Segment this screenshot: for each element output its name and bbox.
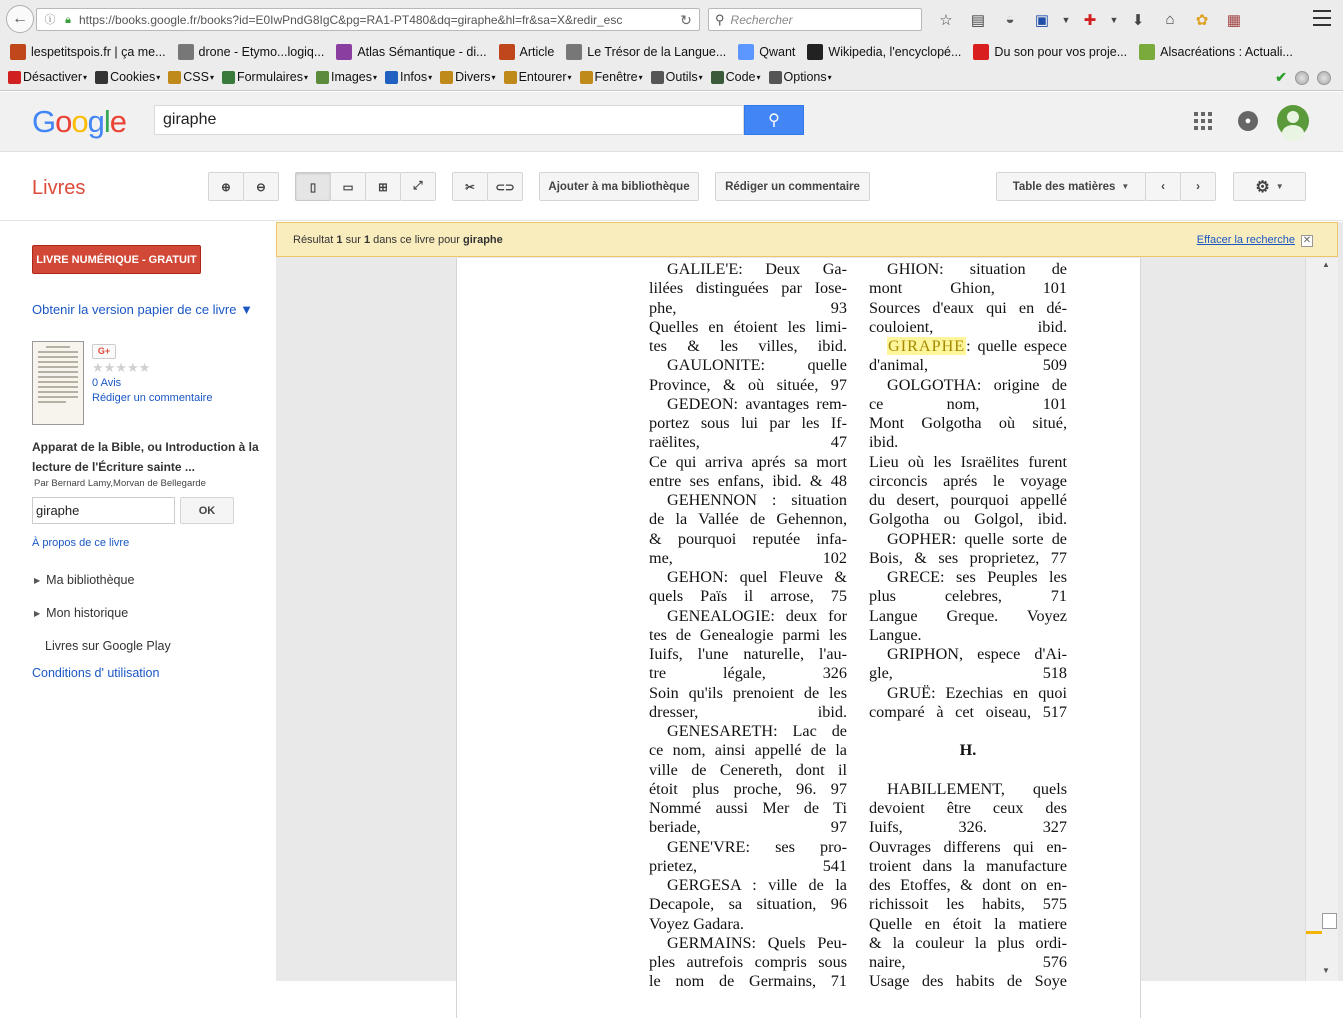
browser-chrome <box>0 0 1343 91</box>
page-text-line: ibid. <box>869 433 899 452</box>
lpp-icon <box>10 44 26 60</box>
bookmark-label: Le Trésor de la Langue... <box>587 45 727 59</box>
addon-menu-label: Outils <box>665 70 698 84</box>
add-to-library-button[interactable]: Ajouter à ma bibliothèque <box>539 172 699 201</box>
bookmark-label: Alsacréations : Actuali... <box>1160 45 1293 59</box>
addon-red-cross-icon[interactable]: ✚ <box>1083 11 1097 29</box>
bookmark-item[interactable] <box>566 44 726 60</box>
addon-menu-item[interactable] <box>711 70 761 84</box>
page-text-line: quels Païs il arrose, 75 <box>649 587 847 606</box>
gear-icon: ⚙ <box>1255 178 1270 196</box>
bookmark-label: drone - Etymo...logiq... <box>198 45 325 59</box>
result-prefix: Résultat <box>293 234 334 246</box>
bookmark-item[interactable] <box>336 44 486 60</box>
books-title[interactable]: Livres <box>32 177 86 199</box>
addon-menu-item[interactable] <box>385 70 432 84</box>
bookmark-item[interactable] <box>10 44 166 60</box>
bookmark-label: lespetitspois.fr | ça me... <box>31 45 166 59</box>
menu-icon[interactable] <box>1313 10 1331 26</box>
bookmarks-list-icon[interactable]: ▤ <box>970 11 986 29</box>
bookmark-item[interactable] <box>738 44 795 60</box>
addon-status <box>1275 69 1331 86</box>
page-text-line: couloient, ibid. <box>869 317 1067 336</box>
page-text-line: Province, & où située, 97 <box>649 375 847 394</box>
clip-button[interactable] <box>452 172 488 201</box>
toc-label: Table des matières <box>1012 180 1116 193</box>
page-text-line: Soin qu'ils prenoient de les <box>649 683 847 702</box>
bookmark-item[interactable] <box>807 44 961 60</box>
google-search-input[interactable]: giraphe <box>154 105 744 135</box>
google-search-button[interactable] <box>744 105 804 135</box>
google-header <box>0 92 1343 152</box>
google-logo[interactable]: Google <box>32 104 127 139</box>
addon-menu-list <box>0 70 832 84</box>
addon-menu-item[interactable] <box>95 70 160 84</box>
screenshot-icon[interactable]: ▦ <box>1226 11 1242 29</box>
status-dot-icon[interactable] <box>1295 71 1309 85</box>
colorful-addon-icon[interactable]: ✿ <box>1195 11 1209 29</box>
chevron-right-icon: › <box>1196 180 1200 193</box>
page-text-line: plus celebres, 71 <box>869 587 1067 606</box>
scroll-up-icon[interactable]: ▲ <box>1322 260 1330 269</box>
browser-search-input[interactable] <box>708 8 922 31</box>
addon-menu-label: Entourer <box>518 70 567 84</box>
page-text-line: d'animal, 509 <box>869 356 1067 375</box>
link-icon: ⊂⊃ <box>495 181 515 194</box>
addon-menu-label: Infos <box>400 70 428 84</box>
url-text[interactable]: https://books.google.fr/books?id=E0IwPndG8IgC&pg=RA1-PT480&dq=giraphe&hl=fr&sa=X&redir_esc <box>79 12 623 27</box>
download-icon[interactable]: ⬇ <box>1131 11 1145 29</box>
page-text-line: tre légale, 326 <box>649 664 847 683</box>
page-text-line <box>869 761 1067 780</box>
sidebar <box>0 222 276 981</box>
bookmark-item[interactable] <box>1139 44 1293 60</box>
addon-menu-item[interactable] <box>769 70 832 84</box>
chevron-down-icon: ▾ <box>303 72 308 82</box>
reload-icon[interactable]: ↻ <box>677 11 695 29</box>
page-text-line: gle, 518 <box>869 664 1067 683</box>
books-toolbar <box>0 153 1343 221</box>
wikipedia-icon <box>807 44 823 60</box>
addon-menu-label: Images <box>330 70 372 84</box>
dropdown-arrow-icon[interactable]: ▼ <box>1109 14 1119 25</box>
page-text-line: GOPHER: quelle sorte de <box>887 529 1067 548</box>
page-text-line: GENEALOGIE: deux for <box>667 606 847 625</box>
page-text-line: me, 102 <box>649 548 847 567</box>
chevron-down-icon: ▾ <box>638 72 643 82</box>
page-text-line: Decapole, sa situation, 96 <box>649 895 847 914</box>
previous-page-button[interactable] <box>1145 172 1181 201</box>
write-review-button[interactable]: Rédiger un commentaire <box>715 172 870 201</box>
addon-menu-item[interactable] <box>504 70 572 84</box>
book-author: Par Bernard Lamy,Morvan de Bellegarde <box>34 478 206 489</box>
page-text-line: Iuifs, l'une naturelle, l'au- <box>649 645 847 663</box>
free-ebook-button[interactable]: LIVRE NUMÉRIQUE - GRATUIT <box>32 245 201 274</box>
page-text-line: GRIPHON, espece d'Ai- <box>887 645 1067 663</box>
globe-icon <box>178 44 194 60</box>
page-text-line: GEHENNON : situation <box>667 491 847 509</box>
navigation-bar <box>0 0 1343 38</box>
outline-icon <box>504 71 517 84</box>
image-icon <box>316 71 329 84</box>
zoom-in-button[interactable] <box>208 172 244 201</box>
search-icon: ⚲ <box>715 11 725 27</box>
two-page-view-button[interactable] <box>330 172 366 201</box>
page-column-right <box>869 260 1067 992</box>
about-book-link[interactable]: À propos de ce livre <box>32 537 130 549</box>
book-cover[interactable] <box>32 341 84 425</box>
page-text-line: & pourquoi reputée infa- <box>649 529 847 548</box>
chevron-down-icon: ▼ <box>1121 182 1130 191</box>
clear-search-link[interactable]: Effacer la recherche <box>1196 234 1295 246</box>
page-text-line: circoncis aprés le voyage <box>869 471 1067 490</box>
page-text-line: Usage des habits de Soye <box>869 972 1067 991</box>
lock-icon: 🔒︎ <box>65 13 71 26</box>
thumbnail-view-button[interactable] <box>365 172 401 201</box>
form-icon <box>222 71 235 84</box>
page-text-line: ce nom, 101 <box>869 394 1067 413</box>
chevron-down-icon: ▾ <box>827 72 832 82</box>
reviews-count-link[interactable]: 0 Avis <box>92 377 122 389</box>
triangle-right-icon: ▶ <box>34 608 41 618</box>
chevron-down-icon: ▾ <box>698 72 703 82</box>
page-text-line: GERGESA : ville de la <box>667 876 847 894</box>
chevron-down-icon: ▾ <box>428 72 433 82</box>
search-in-book-input[interactable]: giraphe <box>32 497 175 524</box>
chevron-left-icon: ‹ <box>1161 180 1165 193</box>
back-arrow-icon: ← <box>12 10 28 27</box>
page-text-line: HABILLEMENT, quels <box>887 779 1067 798</box>
page-text-line: devoient être ceux des <box>869 799 1067 817</box>
addon-menu-label: Formulaires <box>236 70 303 84</box>
grid-icon: ⊞ <box>378 181 388 194</box>
page-text-line: Sources d'eaux qui en dé- <box>869 298 1067 317</box>
single-page-icon: ▯ <box>309 181 317 194</box>
zoom-out-icon: ⊖ <box>256 181 266 194</box>
paper-version-link[interactable]: Obtenir la version papier de ce livre ▼ <box>32 302 253 317</box>
addon-menu-item[interactable] <box>222 70 308 84</box>
apps-grid-icon[interactable] <box>1194 112 1212 130</box>
save-icon[interactable]: ▣ <box>1034 11 1050 29</box>
next-page-button[interactable] <box>1180 172 1216 201</box>
page-text-line: GEDEON: avantages rem- <box>667 394 847 413</box>
page-text-line: Voyez Gadara. <box>649 914 744 933</box>
page-text-line: ples autrefois compris sous <box>649 953 847 971</box>
notification-bell-icon[interactable]: ● <box>1238 111 1258 131</box>
search-result-bar <box>276 222 1338 257</box>
page-text-line: Mont Golgotha où situé, <box>869 414 1067 432</box>
browser-search-placeholder: Rechercher <box>730 12 793 27</box>
fullscreen-icon: ⤢ <box>413 180 423 192</box>
search-hit-marker <box>1306 931 1322 934</box>
checkmark-icon[interactable]: ✔ <box>1275 69 1287 85</box>
page-text-line: GEHON: quel Fleuve & <box>667 568 847 586</box>
bookmark-label: Article <box>519 45 555 59</box>
page-text-line: prietez, 541 <box>649 856 847 875</box>
chevron-down-icon: ▾ <box>491 72 496 82</box>
close-icon[interactable]: ✕ <box>1302 235 1312 246</box>
alsacreations-icon <box>1139 44 1155 60</box>
page-text-line: GOLGOTHA: origine de <box>887 375 1067 394</box>
addon-menu-item[interactable] <box>316 70 377 84</box>
bookmark-item[interactable] <box>973 44 1127 60</box>
misc-icon <box>440 71 453 84</box>
qwant-icon <box>738 44 754 60</box>
addon-menu-label: CSS <box>183 70 209 84</box>
cookie-icon <box>95 71 108 84</box>
terms-link[interactable]: Conditions d' utilisation <box>32 666 160 680</box>
status-dot-icon[interactable] <box>1317 71 1331 85</box>
page-text-line: tes de Genealogie parmi les <box>649 625 847 644</box>
page-text-line: Bois, & ses proprietez, 77 <box>869 548 1067 567</box>
page-text-line: ville de Cenereth, dont il <box>649 760 847 779</box>
page-text-line: étoit plus proche, 96. 97 <box>649 779 847 798</box>
book-viewer <box>276 222 1343 991</box>
result-summary <box>293 234 503 246</box>
page-text-line: entre ses enfans, ibid. & 48 <box>649 471 847 490</box>
addon-menu-item[interactable] <box>580 70 643 84</box>
chevron-down-icon: ▼ <box>1275 182 1284 191</box>
page-text-line: lilées distinguées par Iose- <box>649 279 847 298</box>
page-text-line: Quelles en étoient les limi- <box>649 317 847 336</box>
page-text-line: beriade, 97 <box>649 818 847 837</box>
search-highlight: GIRAPHE <box>888 337 966 355</box>
result-total: 1 <box>363 234 371 246</box>
avatar[interactable] <box>1277 105 1309 137</box>
page-text-line: GERMAINS: Quels Peu- <box>667 933 847 952</box>
page-text-line: H. <box>959 741 977 760</box>
book-page[interactable] <box>456 258 1141 1018</box>
addon-menu-label: Fenêtre <box>594 70 638 84</box>
result-suffix: dans ce livre pour <box>373 234 460 246</box>
tools-icon <box>651 71 664 84</box>
bookmarks-bar <box>0 40 1343 64</box>
addon-menu-label: Cookies <box>110 70 156 84</box>
home-icon[interactable]: ⌂ <box>1165 11 1175 28</box>
page-text-line: richissoit les habits, 575 <box>869 895 1067 914</box>
settings-button[interactable] <box>1233 172 1306 201</box>
addon-menu-item[interactable] <box>8 70 87 84</box>
scrollbar[interactable] <box>1305 258 1338 981</box>
sidebar-item-label: Mon historique <box>46 606 129 620</box>
page-text-line: GALILE'E: Deux Ga- <box>667 260 847 278</box>
page-text-line: Ce qui arriva aprés sa mort <box>649 452 847 471</box>
scissors-icon: ✂ <box>465 181 475 194</box>
addon-menu-item[interactable] <box>651 70 703 84</box>
browser-toolbar <box>930 8 1250 31</box>
search-icon: ⚲ <box>768 112 780 129</box>
page-text-line: Iuifs, 326. 327 <box>869 818 1067 837</box>
chevron-down-icon: ▾ <box>567 72 572 82</box>
sidebar-item-my-library[interactable] <box>34 573 134 587</box>
bookmark-label: Qwant <box>759 45 796 59</box>
bookmark-item[interactable] <box>178 44 325 60</box>
page-text-line: Lieu où les Israëlites furent <box>869 452 1067 471</box>
dropdown-arrow-icon[interactable]: ▼ <box>1061 14 1071 25</box>
scroll-down-icon[interactable]: ▼ <box>1322 966 1330 975</box>
page-text-line: GRUË: Ezechias en quoi <box>887 683 1067 702</box>
result-index: 1 <box>336 234 343 246</box>
css-icon <box>168 71 181 84</box>
zoom-in-icon: ⊕ <box>221 181 231 194</box>
bookmark-label: Atlas Sémantique - di... <box>357 45 487 59</box>
globe-icon <box>566 44 582 60</box>
pocket-icon[interactable]: ◒ <box>1005 11 1015 28</box>
chevron-down-icon: ▾ <box>372 72 377 82</box>
page-text-line: tes & les villes, ibid. <box>649 337 847 355</box>
page-text-line <box>869 722 1067 741</box>
atlas-icon <box>336 44 352 60</box>
page-text-line: Golgotha ou Golgol, ibid. <box>869 510 1067 529</box>
page-column-left <box>649 260 847 992</box>
page-text-line: raëlites, 47 <box>649 433 847 452</box>
back-button[interactable] <box>6 5 34 33</box>
bookmark-star-icon[interactable]: ☆ <box>939 11 953 29</box>
result-middle: sur <box>345 234 361 246</box>
play-books-link[interactable]: Livres sur Google Play <box>45 639 171 653</box>
result-term: giraphe <box>463 234 503 246</box>
page-text-line: GRECE: ses Peuples les <box>887 568 1067 586</box>
page-text-line: mont Ghion, 101 <box>869 279 1067 298</box>
info-icon <box>385 71 398 84</box>
bookmark-label: Du son pour vos proje... <box>994 45 1128 59</box>
disable-icon <box>8 71 21 84</box>
addon-menu-item[interactable] <box>440 70 495 84</box>
lpp-icon <box>499 44 515 60</box>
page-text-line: GENESARETH: Lac de <box>667 722 847 740</box>
web-developer-toolbar <box>0 66 1343 88</box>
addon-menu-item[interactable] <box>168 70 214 84</box>
page-text-line: du desert, pourquoi appellé <box>869 491 1067 509</box>
page-text-line: portez sous lui par les If- <box>649 414 847 432</box>
page-text-line: GENE'VRE: ses pro- <box>667 837 847 856</box>
link-button[interactable] <box>487 172 523 201</box>
page-text-line: comparé à cet oiseau, 517 <box>869 702 1067 721</box>
write-review-link[interactable]: Rédiger un commentaire <box>92 392 213 404</box>
page-text-line: le nom de Germains, 71 <box>649 972 847 991</box>
chevron-down-icon: ▾ <box>156 72 161 82</box>
window-icon <box>580 71 593 84</box>
page-text-line: & la couleur la plus ordi- <box>869 933 1067 952</box>
google-plus-button[interactable]: G+ <box>92 344 116 359</box>
fullscreen-button[interactable] <box>400 172 436 201</box>
bookmark-item[interactable] <box>499 44 555 60</box>
page-text-line: GIRAPHE: quelle espece <box>888 337 1067 355</box>
two-page-icon: ▭ <box>342 181 354 194</box>
page-text-line: Nommé aussi Mer de Ti <box>649 799 847 817</box>
page-text-line: de la Vallée de Gehennon, <box>649 510 847 529</box>
addon-menu-label: Options <box>783 70 827 84</box>
page-text-line: naire, 576 <box>869 953 1067 971</box>
sidebar-item-label: Ma bibliothèque <box>46 573 135 587</box>
single-page-view-button[interactable] <box>295 172 331 201</box>
search-in-book-ok-button[interactable]: OK <box>180 497 234 524</box>
page-text-line: troient dans la manufacture <box>869 856 1067 875</box>
page-text-line: des Etoffes, & dont on en- <box>869 876 1067 894</box>
chevron-down-icon: ▾ <box>756 72 761 82</box>
addon-menu-label: Code <box>725 70 756 84</box>
page-text-line: phe, 93 <box>649 298 847 317</box>
chevron-down-icon: ▾ <box>83 72 88 82</box>
table-of-contents-button[interactable] <box>996 172 1146 201</box>
addon-menu-label: Divers <box>455 70 491 84</box>
book-title: Apparat de la Bible, ou Introduction à la lecture de l'Écriture sainte ... <box>32 440 259 474</box>
page-text-line: Quelle en étoit la matiere <box>869 914 1067 933</box>
page-text-line: GHION: situation de <box>887 260 1067 278</box>
chevron-down-icon: ▾ <box>209 72 214 82</box>
page-text-line: ce nom, ainsi appellé de la <box>649 741 847 760</box>
page-text-line: dresser, ibid. <box>649 702 847 721</box>
url-bar[interactable] <box>36 8 700 31</box>
addon-menu-label: Désactiver <box>23 70 83 84</box>
sound-icon <box>973 44 989 60</box>
zoom-out-button[interactable] <box>243 172 279 201</box>
options-icon <box>769 71 782 84</box>
info-circle-icon[interactable]: ⓘ <box>44 13 56 26</box>
triangle-right-icon: ▶ <box>34 575 41 585</box>
rating-stars[interactable]: ★★★★★ <box>92 360 151 375</box>
page-text-line: Langue Greque. Voyez <box>869 606 1067 625</box>
bookmark-label: Wikipedia, l'encyclopé... <box>828 45 962 59</box>
sidebar-item-my-history[interactable] <box>34 606 128 620</box>
scrollbar-thumb[interactable] <box>1322 913 1337 929</box>
page-text-line: Ouvrages differens qui en- <box>869 837 1067 856</box>
page-text-line: Langue. <box>869 625 922 644</box>
code-icon <box>711 71 724 84</box>
page-text-line: GAULONITE: quelle <box>667 356 847 375</box>
